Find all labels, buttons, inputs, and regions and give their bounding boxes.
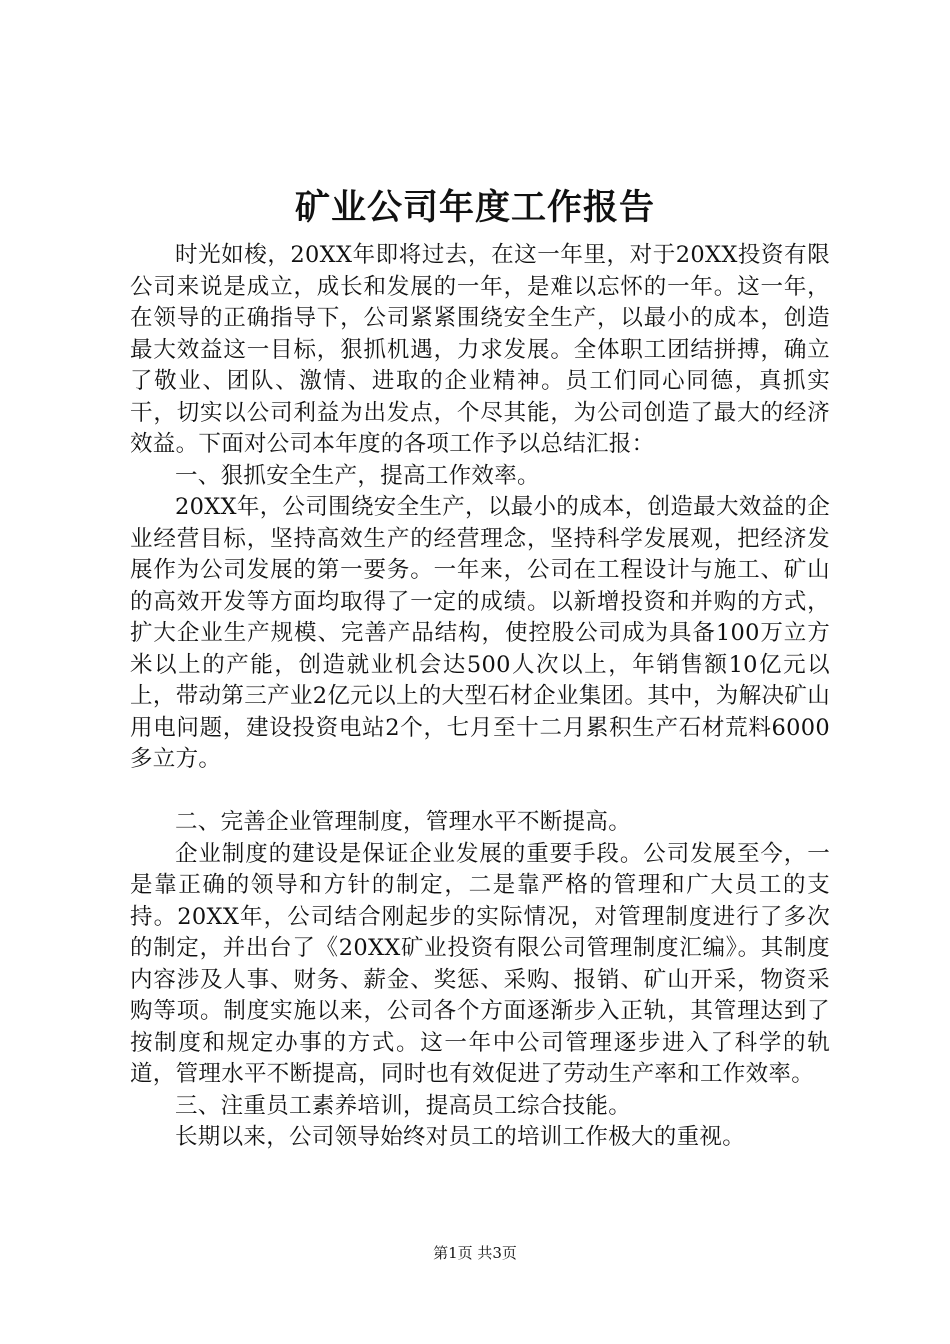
document-title: 矿业公司年度工作报告 [294, 187, 655, 228]
section-heading-2: 二、完善企业管理制度，管理水平不断提高。 [175, 809, 632, 835]
page-footer: 第1页 共3页 [433, 1244, 517, 1262]
intro-paragraph: 时光如梭，20XX年即将过去，在这一年里，对于20XX投资有限公司来说是成立，成长和发展的一年，是难以忘怀的一年。这一年，在领导的正确指导下，公司紧紧围绕安全生产，以最小的成本，创造最大效益这一目标，狠抓机遇，力求发展。全体职工团结拼搏，确立了敬业、团队、激情、进取的企业精神。员工们同心同德，真抓实干，切实以公司利益为出发点，个尽其能，为公司创造了最大的经济效益。下面对公司本年度的各项工作予以总结汇报： [130, 242, 830, 457]
document-body [130, 240, 830, 1154]
section-heading-3: 三、注重员工素养培训，提高员工综合技能。 [175, 1092, 632, 1119]
section-heading-1: 一、狠抓安全生产，提高工作效率。 [175, 462, 540, 489]
section-paragraph-1: 20XX年，公司围绕安全生产，以最小的成本，创造最大效益的企业经营目标，坚持高效生产的经营理念，坚持科学发展观，把经济发展作为公司发展的第一要务。一年来，公司在工程设计与施工、矿山的高效开发等方面均取得了一定的成绩。以新增投资和并购的方式，扩大企业生产规模、完善产品结构，使控股公司成为具备100万立方米以上的产能，创造就业机会达500人次以上，年销售额10亿元以上，带动第三产业2亿元以上的大型石材企业集团。其中，为解决矿山用电问题，建设投资电站2个，七月至十二月累积生产石材荒料6000多立方。 [130, 494, 830, 772]
section-paragraph-3: 长期以来，公司领导始终对员工的培训工作极大的重视。 [175, 1124, 746, 1150]
section-paragraph-2: 企业制度的建设是保证企业发展的重要手段。公司发展至今，一是靠正确的领导和方针的制定，二是靠严格的管理和广大员工的支持。20XX年，公司结合刚起步的实际情况，对管理制度进行了多次的制定，并出台了《20XX矿业投资有限公司管理制度汇编》。其制度内容涉及人事、财务、薪金、奖惩、采购、报销、矿山开采，物资采购等项。制度实施以来，公司各个方面逐渐步入正轨，其管理达到了按制度和规定办事的方式。这一年中公司管理逐步进入了科学的轨道，管理水平不断提高，同时也有效促进了劳动生产率和工作效率。 [130, 840, 830, 1087]
